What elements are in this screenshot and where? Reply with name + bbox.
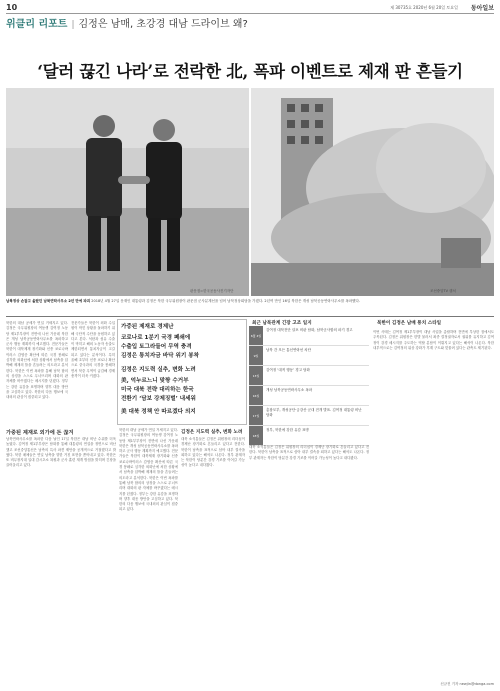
subhead-left: 가중된 제재로 외가에 돈 끊겨 <box>6 430 74 436</box>
timeline-date: 6월 4일 <box>249 326 263 345</box>
kicker-separator: | <box>71 20 75 30</box>
qa-6: 美, 억누르느니 맞짱 수거부 <box>121 378 189 384</box>
timeline-row <box>249 386 369 406</box>
page-header <box>6 2 494 14</box>
qa-9: 美 대북 정책 안 따르겠다 의지 <box>121 409 196 415</box>
section-kicker <box>6 17 494 33</box>
timeline-row <box>249 326 369 346</box>
qa-2: 코로나로 1분기 국경 폐쇄에 <box>121 335 191 341</box>
timeline-row <box>249 366 369 386</box>
timeline-date: 18일 <box>249 426 263 445</box>
timeline-row <box>249 426 369 446</box>
issue-info: 제 30735호 2020년 6월 20일 토요일 <box>390 5 458 10</box>
left-photo-credit: 판문점=한국공동사진기자단 <box>190 289 234 293</box>
caption-title: 남북정상 손잡고 올랐던 남북연락사무소 2년 만에 파괴 <box>6 299 91 303</box>
timeline-date: 17일 <box>249 406 263 425</box>
body-column-7: 이번 사태는 김여정 제1부부장이 대남 사업을 총괄하며 전면에 부상한 점에서도 주목된다. 김정은 위원장은 한발 물러서 최종 결정권자로서 권위를 유지하고 김여정이 강경 메시지를 주도하는 역할 분담이 이뤄지고 있다는 해석이 나온다. 북한 내부적으로는 김여정의 위상 강화가 후계 구도와 맞물려 있다는 관측도 제기된다. <box>373 330 494 350</box>
body-column-3: 남북연락사무소를 폭파한 다음 날인 17일 북한은 대남 비난 수위를 더욱 높였다. 김여정 제1부부장은 담화를 통해 대통령의 연설을 정면으로 비난했고 조선중앙통신은 남측의 특사 파견 제안을 공개적으로 거절했다고 밝혔다. 북한 매체들은 연일 남측을 향한 거친 표현을 쏟아내고 있다. 북한은 또 비무장지대 일대 감시초소 복원과 군사 훈련 재개 방침을 밝히며 긴장을 끌어올리고 있다. <box>6 437 116 468</box>
timeline-text: 개성 남북공동연락사무소 폭파 <box>266 388 313 392</box>
summit-photo <box>6 88 249 296</box>
body-column-1: 북한의 대남 공세가 연일 거세지고 있다. 김정은 국무위원장의 여동생 김여정 노동당 제1부부장이 전면에 나선 가운데 북한은 개성 남북공동연락사무소를 폭파하고 군사 행동 계획까지 예고했다. 전문가들은 북한이 대북제재 장기화와 신종 코로나바이러스 감염증 확산에 따른 국경 봉쇄로 심각한 외화난에 처한 상황에서 남측을 압박해 제재의 틀을 흔들려는 의도라고 분석한다. 북한은 이번 폭파를 통해 남북 합의의 상징을 스스로 무너뜨리며 대화의 판 자체를 바꾸겠다는 메시지를 던졌다. 정부는 강한 유감을 표명하며 향후 대응 방안을 고심하고 있다. 북한의 다음 행보에 국내외의 관심이 집중되고 있다. <box>6 321 68 400</box>
qa-4: 김정은 통치자금 바닥 위기 봉착 <box>121 353 200 359</box>
section-label: 위클리 리포트 <box>6 19 68 30</box>
qa-8: 전환기 ‘담보 강제징벌’ 내세워 <box>121 396 196 402</box>
qa-7: 미국 대북 전략 대리하는 한국 <box>121 387 194 393</box>
qa-5: 김정은 지도력 실추, 변화 노려 <box>121 367 196 373</box>
timeline-text: 김여정 대북전단 살포 비판 담화, 남북군사합의 파기 경고 <box>266 328 353 332</box>
timeline-date: 9일 <box>249 346 263 365</box>
explosion-photo <box>251 88 494 296</box>
right-box-title: 북한이 김정은 남매 통치 스타일 <box>377 321 442 326</box>
timeline-text: 정부, 북한에 강한 유감 표명 <box>266 428 309 432</box>
caption-text: 2018년 4월 27일 문재인 대통령과 김정은 북한 국무위원장이 판문점 군사분계선을 넘어 남북정상회담을 가졌다. 2년여 만인 16일 북한은 개성 남북공동연락사무소를 폭파했다. <box>91 299 361 303</box>
timeline <box>249 326 369 446</box>
byline: 신규진 기자 newjin@donga.com <box>440 682 494 686</box>
masthead: 동아일보 <box>470 5 494 12</box>
section-rule <box>6 316 494 317</box>
photo-caption <box>6 299 494 315</box>
body-column-4: 북한의 대남 공세가 연일 거세지고 있다. 김정은 국무위원장의 여동생 김여정 노동당 제1부부장이 전면에 나선 가운데 북한은 개성 남북공동연락사무소를 폭파하고 군사 행동 계획까지 예고했다. 전문가들은 북한이 대북제재 장기화와 신종 코로나바이러스 감염증 확산에 따른 국경 봉쇄로 심각한 외화난에 처한 상황에서 남측을 압박해 제재의 틀을 흔들려는 의도라고 분석한다. 북한은 이번 폭파를 통해 남북 합의의 상징을 스스로 무너뜨리며 대화의 판 자체를 바꾸겠다는 메시지를 던졌다. 정부는 강한 유감을 표명하며 향후 대응 방안을 고심하고 있다. 북한의 다음 행보에 국내외의 관심이 집중되고 있다. <box>119 428 178 512</box>
qa-3: 수출입 토그라들어 무역 충격 <box>121 344 192 350</box>
timeline-title: 최근 남북관계 긴장 고조 일지 <box>252 321 312 326</box>
kicker-title: 김정은 남매, 초강경 대남 드라이브 왜? <box>78 19 248 30</box>
timeline-text: 김여정 ‘대적 행동’ 경고 담화 <box>266 368 310 372</box>
timeline-text: 총참모부, 개성공단·금강산 군대 전개 발표. 김여정 대통령 비난 담화 <box>266 408 362 417</box>
timeline-date: 16일 <box>249 386 263 405</box>
body-column-5: 대북 소식통들은 김정은 위원장의 리더십이 경제난 장기화로 흔들리고 있다고 전한다. 북한이 남측을 표적으로 삼아 내부 결속을 꾀하고 있다는 해석도 나온다. 정부 관계자는 북한이 당분간 강경 기조를 이어갈 가능성이 높다고 내다봤다. <box>181 437 245 468</box>
body-column-2: 전문가들은 북한이 외화 수입원이 막힌 상황을 돌파하기 위해 극단적 수단을 동원하고 있다고 본다. 석탄과 섬유 수출이 막히고 해외 노동자 송출도 제한되면서 통치자금이 고갈되고 있다는 분석이다. 특히 올해 초부터 신종 코로나 확산으로 중국과의 국경을 봉쇄하면서 북중 무역이 급감해 경제 충격이 더욱 커졌다. <box>71 321 115 378</box>
timeline-date: 13일 <box>249 366 263 385</box>
body-column-6: 대북 소식통들은 김정은 위원장의 리더십이 경제난 장기화로 흔들리고 있다고 전한다. 북한이 남측을 표적으로 삼아 내부 결속을 꾀하고 있다는 해석도 나온다. 정부 관계자는 북한이 당분간 강경 기조를 이어갈 가능성이 높다고 내다봤다. <box>249 445 369 460</box>
subhead-middle: 김정은 지도력 실추, 변화 노려 <box>181 430 243 435</box>
qa-1: 가중된 제재로 경제난 <box>121 324 174 330</box>
page-number: 10 <box>6 3 18 12</box>
headline: ‘달러 끊긴 나라’로 전락한 北, 폭파 이벤트로 제재 판 흔들기 <box>37 62 463 81</box>
right-photo-credit: 조선중앙TV 캡처 <box>430 289 456 293</box>
timeline-text: 남북 간 모든 통신연락선 차단 <box>266 348 312 352</box>
timeline-row <box>249 346 369 366</box>
timeline-row <box>249 406 369 426</box>
